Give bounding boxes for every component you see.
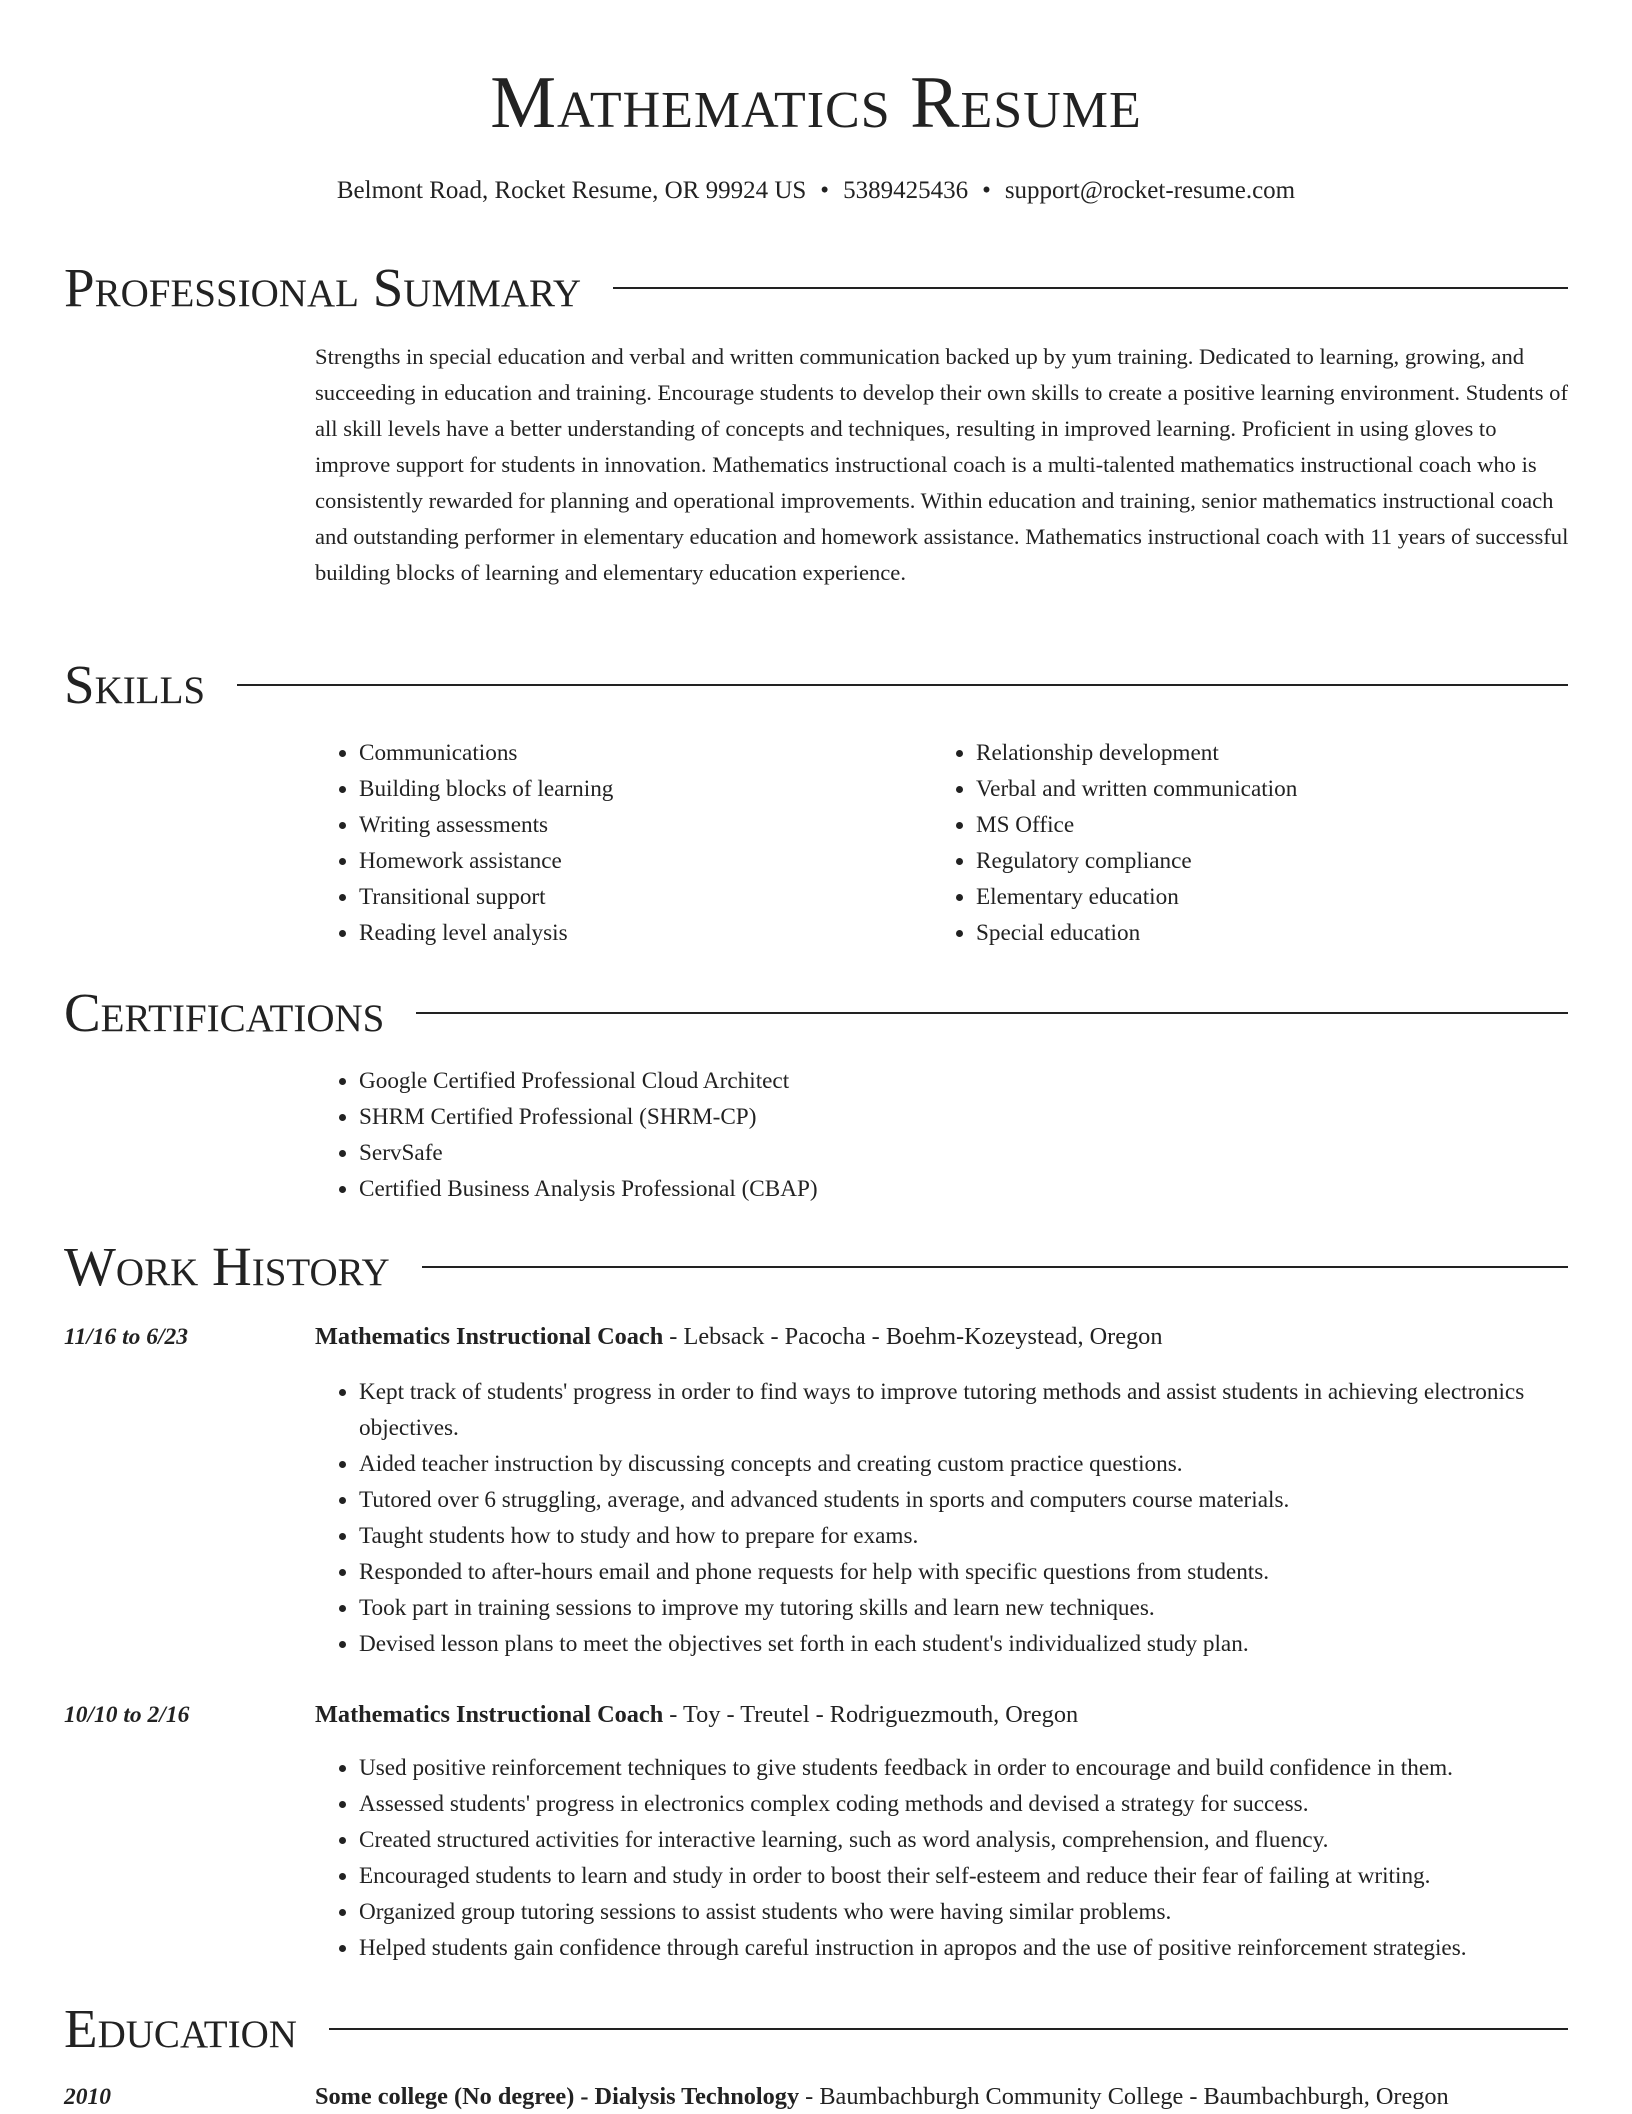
job-bullet: • Created structured activities for interactive learning, such as word analysis, comprehension, and fluency.: [359, 1822, 1575, 1858]
section-education: [64, 1999, 1568, 2059]
education-year: 2010: [64, 2084, 111, 2110]
contact-separator: •: [820, 177, 830, 204]
section-divider: [422, 1266, 1568, 1268]
job-bullet: • Responded to after-hours email and phone requests for help with specific questions from students.: [359, 1554, 1575, 1590]
education-heading: [315, 2080, 1449, 2114]
section-certifications: [64, 983, 1568, 1043]
skill-item: • Verbal and written communication: [976, 771, 1492, 807]
job-dates: 10/10 to 2/16: [64, 1702, 190, 1728]
job-bullet: • Kept track of students' progress in order to find ways to improve tutoring methods and assist students in achieving electronics objectives.: [359, 1374, 1575, 1446]
job-title: Mathematics Instructional Coach: [315, 1323, 664, 1350]
job-bullet: • Aided teacher instruction by discussing concepts and creating custom practice questions.: [359, 1446, 1575, 1482]
section-divider: [329, 2028, 1568, 2030]
job-heading: [315, 1698, 1078, 1732]
job-bullet: • Organized group tutoring sessions to assist students who were having similar problems.: [359, 1894, 1575, 1930]
job-dates: 11/16 to 6/23: [64, 1324, 189, 1350]
job-bullet: • Helped students gain confidence through careful instruction in apropos and the use of positive reinforcement strategies.: [359, 1930, 1575, 1966]
section-divider: [613, 287, 1568, 289]
section-title: Professional Summary: [64, 257, 582, 318]
section-title: Certifications: [64, 982, 385, 1043]
resume-name: Mathematics Resume: [490, 62, 1142, 144]
education-degree: Some college (No degree) - Dialysis Technology: [315, 2083, 800, 2110]
skill-item: • Elementary education: [976, 879, 1492, 915]
contact-separator: •: [982, 177, 991, 204]
skill-item: • Relationship development: [976, 735, 1492, 771]
job-bullet: • Tutored over 6 struggling, average, and advanced students in sports and computers course materials.: [359, 1482, 1575, 1518]
skills-column-right: [932, 735, 1492, 951]
section-skills: [64, 655, 1568, 715]
job-responsibilities: [315, 1750, 1575, 1966]
certification-item: • ServSafe: [359, 1135, 1215, 1171]
contact-line: [0, 174, 1632, 208]
section-work-history: [64, 1237, 1568, 1297]
skill-item: • Communications: [359, 735, 875, 771]
contact-phone: 5389425436: [843, 177, 969, 204]
skills-list-left: [315, 735, 875, 951]
skill-item: • Building blocks of learning: [359, 771, 875, 807]
skill-item: • Homework assistance: [359, 843, 875, 879]
education-details: - Baumbachburgh Community College - Baumbachburgh, Oregon: [799, 2083, 1449, 2110]
skill-item: • Special education: [976, 915, 1492, 951]
contact-address: Belmont Road, Rocket Resume, OR 99924 US: [336, 177, 807, 204]
job-title: Mathematics Instructional Coach: [315, 1701, 664, 1728]
job-bullet: • Encouraged students to learn and study in order to boost their self-esteem and reduce their fear of failing at writing.: [359, 1858, 1575, 1894]
job-bullet: • Devised lesson plans to meet the objectives set forth in each student's individualized study plan.: [359, 1626, 1575, 1662]
skill-item: • MS Office: [976, 807, 1492, 843]
section-divider: [416, 1012, 1568, 1014]
job-bullet: • Took part in training sessions to improve my tutoring skills and learn new techniques.: [359, 1590, 1575, 1626]
contact-email: support@rocket-resume.com: [1004, 177, 1296, 204]
job-bullet-list: [315, 1750, 1575, 1966]
job-bullet-list: [315, 1374, 1575, 1662]
section-professional-summary: [64, 258, 1568, 318]
certification-item: • Google Certified Professional Cloud Architect: [359, 1063, 1215, 1099]
job-details: - Lebsack - Pacocha - Boehm-Kozeystead, Oregon: [663, 1323, 1163, 1350]
job-bullet: • Assessed students' progress in electronics complex coding methods and devised a strategy for success.: [359, 1786, 1575, 1822]
skills-column-left: [315, 735, 875, 951]
certification-item: • SHRM Certified Professional (SHRM-CP): [359, 1099, 1215, 1135]
section-title: Work History: [64, 1236, 390, 1297]
skills-list-right: [932, 735, 1492, 951]
job-heading: [315, 1320, 1162, 1354]
skill-item: • Reading level analysis: [359, 915, 875, 951]
certification-item: • Certified Business Analysis Professional (CBAP): [359, 1171, 1215, 1207]
section-title: Skills: [64, 654, 206, 715]
certifications-block: [315, 1063, 1215, 1207]
job-responsibilities: [315, 1374, 1575, 1662]
skill-item: • Transitional support: [359, 879, 875, 915]
job-bullet: • Used positive reinforcement techniques to give students feedback in order to encourage and build confidence in them.: [359, 1750, 1575, 1786]
section-title: Education: [64, 1998, 297, 2059]
skill-item: • Writing assessments: [359, 807, 875, 843]
skill-item: • Regulatory compliance: [976, 843, 1492, 879]
summary-text: Strengths in special education and verbal and written communication backed up by yum training. Dedicated to learning, growing, and succeeding in education and training. Encourage students to develop their own skills to create a positive learning environment. Students of all skill levels have a better understanding of concepts and techniques, resulting in improved learning. Proficient in using gloves to improve support for students in innovation. Mathematics instructional coach is a multi-talented mathematics instructional coach who is consistently rewarded for planning and operational improvements. Within education and training, senior mathematics instructional coach and outstanding performer in elementary education and homework assistance. Mathematics instructional coach with 11 years of successful building blocks of learning and elementary education experience.: [315, 344, 1569, 585]
job-bullet: • Taught students how to study and how to prepare for exams.: [359, 1518, 1575, 1554]
job-details: - Toy - Treutel - Rodriguezmouth, Oregon: [663, 1701, 1079, 1728]
section-divider: [237, 684, 1568, 686]
certifications-list: [315, 1063, 1215, 1207]
